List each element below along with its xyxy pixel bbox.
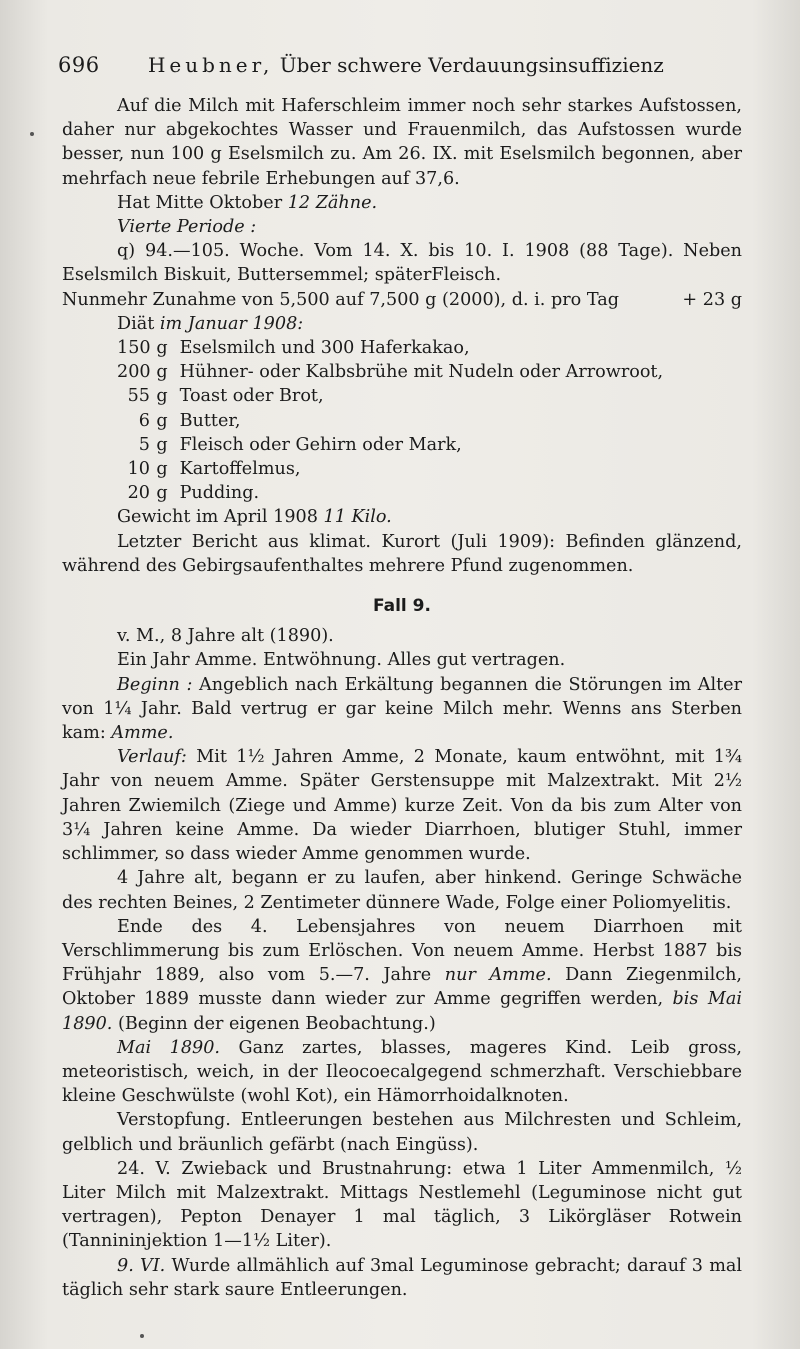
paragraph-mai: Mai 1890. Ganz zartes, blasses, mageres Kind. Leib gross, meteoristisch, weich, in der Ileocoecalgegend schmerzhaft. Verschiebbare kleine Geschwülste (wohl Kot), ein Hämorrhoidalknoten. [62,1037,743,1107]
diet-item: 55 g Toast oder Brot, [127,386,324,407]
paragraph-24v: 24. V. Zwieback und Brustnahrung: etwa 1 Liter Ammenmilch, ½ Liter Milch mit Malzextrakt. Mittags Nestlemehl (Leguminose nicht gut vertragen), Pepton Denayer 1 mal täglich, 3 Likörgläser Rotwein (Tannininjektion 1—1½ Liter). [62,1158,742,1252]
paragraph-beginn: Beginn : Angeblich nach Erkältung begannen die Störungen im Alter von 1¼ Jahr. Bald vertrug er gar keine Milch mehr. Wenns ans Sterben kam: Amme. [62,674,742,744]
diet-item: 150 g Eselsmilch und 300 Haferkakao, [117,338,470,359]
line-wetnurse: Ein Jahr Amme. Entwöhnung. Alles gut vertragen. [117,650,566,671]
diet-intro: Diät im Januar 1908: [117,313,304,334]
print-speck [30,132,34,136]
paragraph-four-years: 4 Jahre alt, begann er zu laufen, aber hinkend. Geringe Schwäche des rechten Beines, 2 Zentimeter dünnere Wade, Folge einer Poliomyelitis. [62,868,742,913]
line-april-weight: Gewicht im April 1908 11 Kilo. [117,507,392,528]
running-header [58,52,758,78]
diet-item: 5 g Fleisch oder Gehirn oder Mark, [138,434,462,455]
diet-item: 10 g Kartoffelmus, [127,459,301,480]
body-text [62,94,742,1302]
line-weight-gain: Nunmehr Zunahme von 5,500 auf 7,500 g (2000), d. i. pro Tag + 23 g [62,289,742,310]
paragraph-9vi: 9. VI. Wurde allmählich auf 3mal Leguminose gebracht; darauf 3 mal täglich sehr stark saure Entleerungen. [62,1255,742,1300]
case-heading: Fall 9. [373,596,431,617]
paragraph-q: q) 94.—105. Woche. Vom 14. X. bis 10. I. 1908 (88 Tage). Neben Eselsmilch Biskuit, Buttersemmel; späterFleisch. [62,241,742,286]
diet-item: 200 g Hühner- oder Kalbsbrühe mit Nudeln oder Arrowroot, [117,362,664,383]
paragraph-report: Letzter Bericht aus klimat. Kurort (Juli 1909): Befinden glänzend, während des Gebirgsaufenthaltes mehrere Pfund zugenommen. [62,531,742,576]
paragraph-ende: Ende des 4. Lebensjahres von neuem Diarrhoen mit Verschlimmerung bis zum Erlöschen. Von neuem Amme. Herbst 1887 bis Frühjahr 1889, also vom 5.—7. Jahre nur Amme. Dann Ziegenmilch, Oktober 1889 musste dann wieder zur Amme gegriffen werden, bis Mai 1890. (Beginn der eigenen Beobachtung.) [62,916,742,1034]
header-author: Heubner, [147,53,274,77]
paragraph-verstopfung: Verstopfung. Entleerungen bestehen aus Milchresten und Schleim, gelblich und bräunlich gefärbt (nach Eingüss). [62,1110,742,1155]
diet-item: 6 g Butter, [138,410,241,431]
header-title: Über schwere Verdauungsinsuffizienz [279,53,664,77]
diet-item: 20 g Pudding. [127,483,260,504]
paragraph-verlauf: Verlauf: Mit 1½ Jahren Amme, 2 Monate, kaum entwöhnt, mit 1¾ Jahr von neuem Amme. Später Gerstensuppe mit Malzextrakt. Mit 2½ Jahren Zwiemilch (Ziege und Amme) kurze Zeit. Von da bis zum Alter von 3¼ Jahren keine Amme. Da wieder Diarrhoen, blutiger Stuhl, immer schlimmer, so dass wieder Amme genommen wurde. [62,747,742,865]
paragraph-milk: Auf die Milch mit Haferschleim immer noch sehr starkes Aufstossen, daher nur abgekochtes Wasser und Frauenmilch, das Aufstossen wurde besser, nun 100 g Eselsmilch zu. Am 26. IX. mit Eselsmilch begonnen, aber mehrfach neue febrile Erhebungen auf 37,6. [62,96,742,189]
period-heading: Vierte Periode : [117,217,257,238]
page-number: 696 [58,53,100,77]
print-speck [140,1334,144,1338]
line-teeth: Hat Mitte Oktober 12 Zähne. [117,192,378,213]
line-patient: v. M., 8 Jahre alt (1890). [117,626,334,647]
